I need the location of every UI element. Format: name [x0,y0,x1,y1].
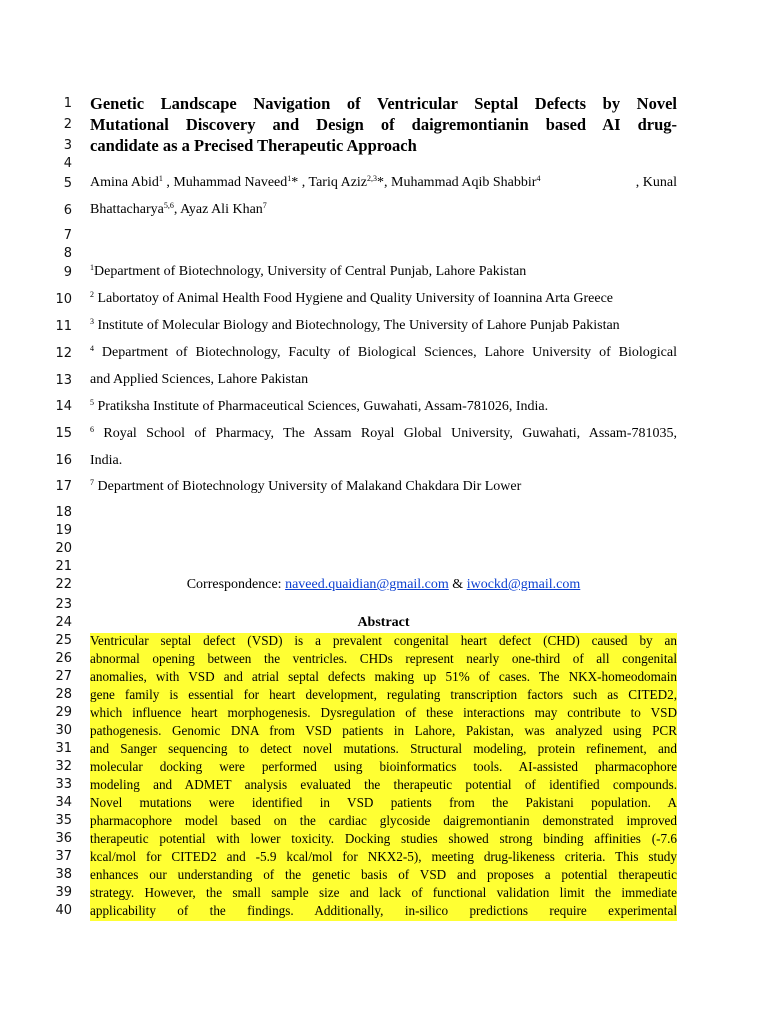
abstract-line: pathogenesis. Genomic DNA from VSD patients in Lahore, Pakistan, was analyzed using PCR [90,723,677,741]
line-number: 28 [55,687,72,702]
abstract-line: molecular docking were performed using bioinformatics tools. AI-assisted pharmacophore [90,759,677,777]
affiliation: India. [90,453,123,468]
author-sup: 2,3 [367,174,378,183]
author-line [90,202,677,218]
ampersand: & [448,577,467,592]
affiliation: $^4$ Department of Biotechnology, Faculty of Biological Sciences, Lahore University of Biological [90,344,677,360]
abstract-line: abnormal opening between the ventricles. CHDs represent nearly one-third of all congenital [90,651,677,669]
abstract-line: therapeutic potential with lower toxicity. Docking studies showed strong binding affinities (-7.6 [90,831,677,849]
line-number: 22 [55,577,72,592]
abstract-line: strategy. However, the small sample size and lack of functional validation limit the immediate [90,885,677,903]
author-sup: 5,6 [163,201,174,210]
line-number: 18 [55,505,72,520]
line-number: 20 [55,541,72,556]
line-number: 35 [55,813,72,828]
author-name: , Muhammad Naveed [162,175,288,190]
line-number: 5 [63,176,72,191]
line-number: 31 [55,741,72,756]
line-number: 24 [55,615,72,630]
line-number: 38 [55,867,72,882]
author-name: *, Muhammad Aqib Shabbir [377,175,537,190]
abstract-heading: Abstract [357,615,410,630]
affiliation: $^7$ Department of Biotechnology University of Malakand Chakdara Dir Lower [90,478,522,494]
affiliation: $^1$Department of Biotechnology, University of Central Punjab, Lahore Pakistan [90,263,527,279]
abstract-line: anomalies, with VSD and atrial septal defects making up 51% of cases. The NKX-homeodomain [90,669,677,687]
line-number: 6 [63,203,72,218]
line-number: 26 [55,651,72,666]
line-number: 40 [55,903,72,918]
abstract-line: Novel mutations were identified in VSD patients from the Pakistani population. A [90,795,677,813]
line-number: 16 [55,453,72,468]
abstract-line: modeling and ADMET analysis evaluated the therapeutic potential of identified compounds. [90,777,677,795]
line-number: 13 [55,373,72,388]
abstract-line: applicability of the findings. Additionally, in-silico predictions require experimental [90,903,677,921]
line-number: 33 [55,777,72,792]
line-number: 36 [55,831,72,846]
line-number: 39 [55,885,72,900]
affiliation: and Applied Sciences, Lahore Pakistan [90,372,309,387]
line-number: 21 [55,559,72,574]
email-link[interactable]: naveed.quaidian@gmail.com [285,577,449,592]
author-sup: 1 [158,174,163,183]
abstract-line: Ventricular septal defect (VSD) is a prevalent congenital heart defect (CHD) caused by an [90,633,677,651]
author-name: , Kunal [635,175,677,190]
line-number: 8 [63,246,72,261]
abstract-line: kcal/mol for CITED2 and -5.9 kcal/mol for NKX2-5), meeting drug-likeness criteria. This study [90,849,677,867]
affiliation: $^3$ Institute of Molecular Biology and Biotechnology, The University of Lahore Punjab Pakistan [90,317,620,333]
abstract-line: gene family is essential for heart development, regulating transcription factors such as CITED2, [90,687,677,705]
abstract-line: pharmacophore model based on the cardiac glycoside daigremontianin demonstrated improved [90,813,677,831]
abstract-line: and Sanger sequencing to detect novel mutations. Structural modeling, protein refinement, and [90,741,677,759]
line-number: 12 [55,346,72,361]
author-line [90,175,677,191]
title-line: candidate as a Precised Therapeutic Approach [90,136,417,155]
author-sup: 7 [262,201,267,210]
line-number: 30 [55,723,72,738]
line-number: 15 [55,426,72,441]
line-number: 29 [55,705,72,720]
affiliation: $^5$ Pratiksha Institute of Pharmaceutical Sciences, Guwahati, Assam-781026, India. [90,398,549,414]
author-name: * , Tariq Aziz [291,175,368,190]
correspondence-label: Correspondence: [186,577,286,592]
line-number: 9 [63,265,72,280]
abstract-line: which influence heart morphogenesis. Dysregulation of these interactions may contribute to VSD [90,705,677,723]
author-sup: 4 [536,174,541,183]
affiliation: $^2$ Labortatoy of Animal Health Food Hygiene and Quality University of Ioannina Arta Greece [90,290,614,306]
affiliation: $^6$ Royal School of Pharmacy, The Assam Royal Global University, Guwahati, Assam-781035, [90,425,677,441]
author-name: Amina Abid [90,175,159,190]
title-line: Genetic Landscape Navigation of Ventricular Septal Defects by Novel [90,94,677,113]
line-number: 10 [55,292,72,307]
line-number: 2 [63,117,72,132]
title-line: Mutational Discovery and Design of daigremontianin based AI drug- [90,115,677,134]
line-number: 32 [55,759,72,774]
line-number: 17 [55,479,72,494]
line-number: 4 [63,156,72,171]
line-number: 7 [63,228,72,243]
author-name: Bhattacharya [90,202,164,217]
line-number: 25 [55,633,72,648]
line-number: 19 [55,523,72,538]
line-number: 27 [55,669,72,684]
line-number: 3 [63,138,72,153]
abstract-line: enhances our understanding of the genetic basis of VSD and proposes a potential therapeutic [90,867,677,885]
line-number: 14 [55,399,72,414]
line-number: 37 [55,849,72,864]
author-sup: 1 [287,174,292,183]
author-name: , Ayaz Ali Khan [173,202,263,217]
correspondence [90,577,677,593]
line-number: 1 [63,96,72,111]
line-number: 23 [55,597,72,612]
line-number: 34 [55,795,72,810]
email-link[interactable]: iwockd@gmail.com [466,577,581,592]
line-number: 11 [55,319,72,334]
